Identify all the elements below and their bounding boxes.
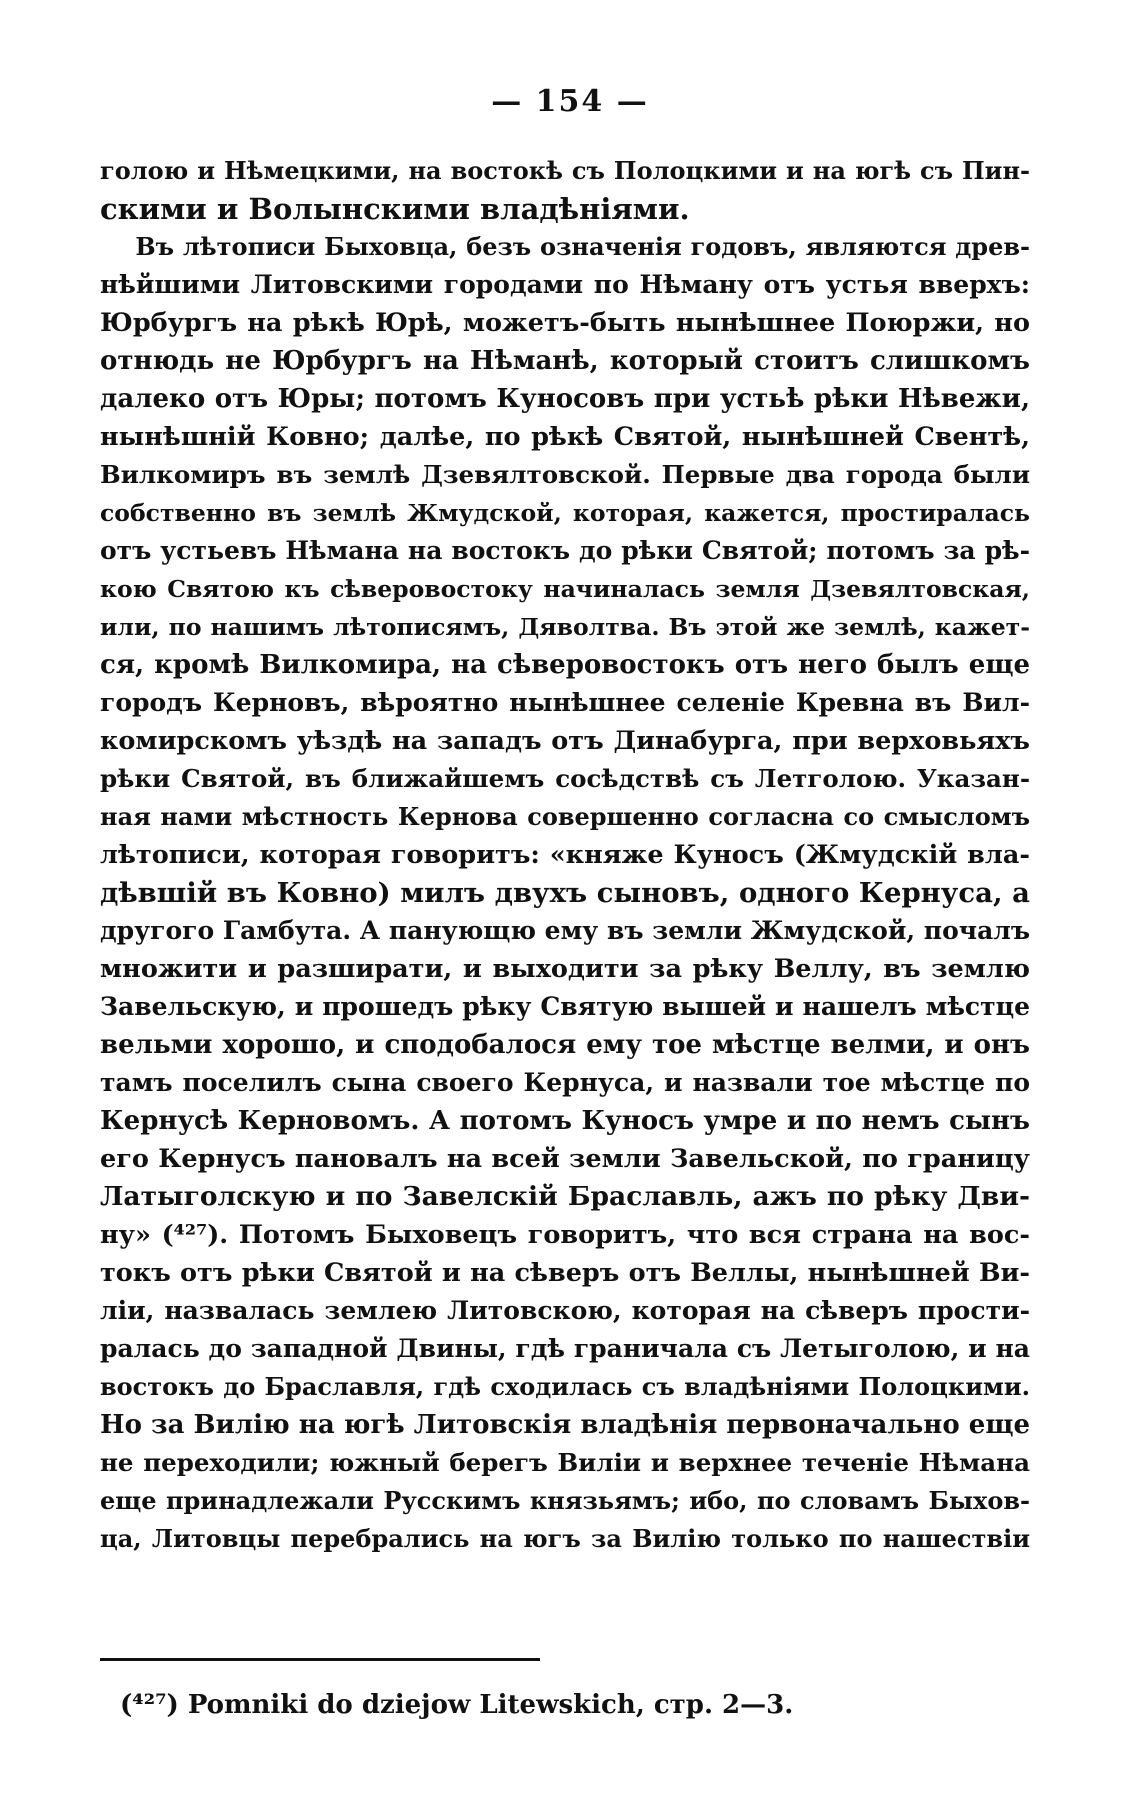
text-line: Юрбургъ на рѣкѣ Юрѣ, можетъ-быть нынѣшнее Поюржи, но (100, 308, 1030, 338)
text-line: нынѣшній Ковно; далѣе, по рѣкѣ Святой, нынѣшней Свентѣ, (100, 422, 1030, 452)
text-line: ца, Литовцы перебрались на югъ за Вилію только по нашествіи (100, 1524, 1030, 1553)
page-number: — 154 — (491, 84, 649, 119)
text-line: множити и разширати, и выходити за рѣку Веллу, въ землю (100, 954, 1030, 984)
text-line: ся, кромѣ Вилкомира, на сѣверовостокъ отъ него былъ еще (100, 650, 1030, 680)
text-line: его Кернусъ пановалъ на всей земли Завельской, по границу (100, 1144, 1030, 1174)
text-line: городъ Керновъ, вѣроятно нынѣшнее селеніе Кревна въ Вил- (100, 688, 1030, 717)
text-line: ну» (⁴²⁷). Потомъ Быховецъ говоритъ, что вся страна на вос- (100, 1220, 1030, 1250)
text-line: или, по нашимъ лѣтописямъ, Дяволтва. Въ этой же землѣ, кажет- (100, 613, 1030, 641)
main-text (100, 152, 1030, 1558)
text-line: Завельскую, и прошедъ рѣку Святую вышей и нашелъ мѣстце (100, 992, 1030, 1021)
text-line: ліи, назвалась землею Литовскою, которая на сѣверъ прости- (100, 1296, 1030, 1325)
text-line: кою Святою къ сѣверовостоку начиналась земля Дзевялтовская, (100, 575, 1030, 603)
text-line: Но за Вилію на югѣ Литовскія владѣнія первоначально еще (100, 1410, 1030, 1440)
footnote-divider (100, 1658, 540, 1661)
text-line: лѣтописи, которая говоритъ: «княже Куносъ (Жмудскій вла- (100, 840, 1030, 870)
text-line: скими и Волынскими владѣніями. (100, 192, 690, 226)
text-line: Кернусѣ Керновомъ. А потомъ Куносъ умре и по немъ сынъ (100, 1106, 1030, 1136)
text-line: еще принадлежали Русскимъ князьямъ; ибо, по словамъ Быхов- (100, 1486, 1030, 1515)
text-line: востокъ до Браславля, гдѣ сходилась съ владѣніями Полоцкими. (100, 1372, 1030, 1401)
text-line: Вилкомиръ въ землѣ Дзевялтовской. Первые два города были (100, 460, 1030, 489)
text-line: рѣки Святой, въ ближайшемъ сосѣдствѣ съ Летголою. Указан- (100, 764, 1030, 793)
footnote: (⁴²⁷) Pomniki do dziejow Litewskich, стр. 2—3. (120, 1690, 794, 1720)
text-line: вельми хорошо, и сподобалося ему тое мѣстце велми, и онъ (100, 1030, 1030, 1060)
text-line: ралась до западной Двины, гдѣ граничала съ Летыголою, и на (100, 1334, 1030, 1363)
text-line: Въ лѣтописи Быховца, безъ означенія годовъ, являются древ- (100, 232, 1030, 261)
text-line: ная нами мѣстность Кернова совершенно согласна со смысломъ (100, 802, 1030, 831)
text-line: голою и Нѣмецкими, на востокѣ съ Полоцкими и на югѣ съ Пин- (100, 156, 1030, 185)
text-line: отъ устьевъ Нѣмана на востокъ до рѣки Святой; потомъ за рѣ- (100, 536, 1030, 565)
text-line: далеко отъ Юры; потомъ Куносовъ при устьѣ рѣки Нѣвежи, (100, 384, 1030, 414)
text-line: собственно въ землѣ Жмудской, которая, кажется, простиралась (100, 499, 1030, 527)
text-line: нѣйшими Литовскими городами по Нѣману отъ устья вверхъ: (100, 270, 1030, 299)
text-line: не переходили; южный берегъ Виліи и верхнее теченіе Нѣмана (100, 1448, 1030, 1477)
text-line: Латыголскую и по Завелскій Браславль, ажъ по рѣку Дви- (100, 1181, 1030, 1212)
text-line: отнюдь не Юрбургъ на Нѣманѣ, который стоитъ слишкомъ (100, 346, 1030, 376)
text-line: дѣвшій въ Ковно) милъ двухъ сыновъ, одного Кернуса, а (100, 877, 1030, 909)
text-line: токъ отъ рѣки Святой и на сѣверъ отъ Веллы, нынѣшней Ви- (100, 1258, 1030, 1288)
text-line: другого Гамбута. А панующю ему въ земли Жмудской, почалъ (100, 916, 1031, 945)
text-line: комирскомъ уѣздѣ на западъ отъ Динабурга, при верховьяхъ (100, 726, 1030, 756)
text-line: тамъ поселилъ сына своего Кернуса, и назвали тое мѣстце по (100, 1068, 1030, 1097)
